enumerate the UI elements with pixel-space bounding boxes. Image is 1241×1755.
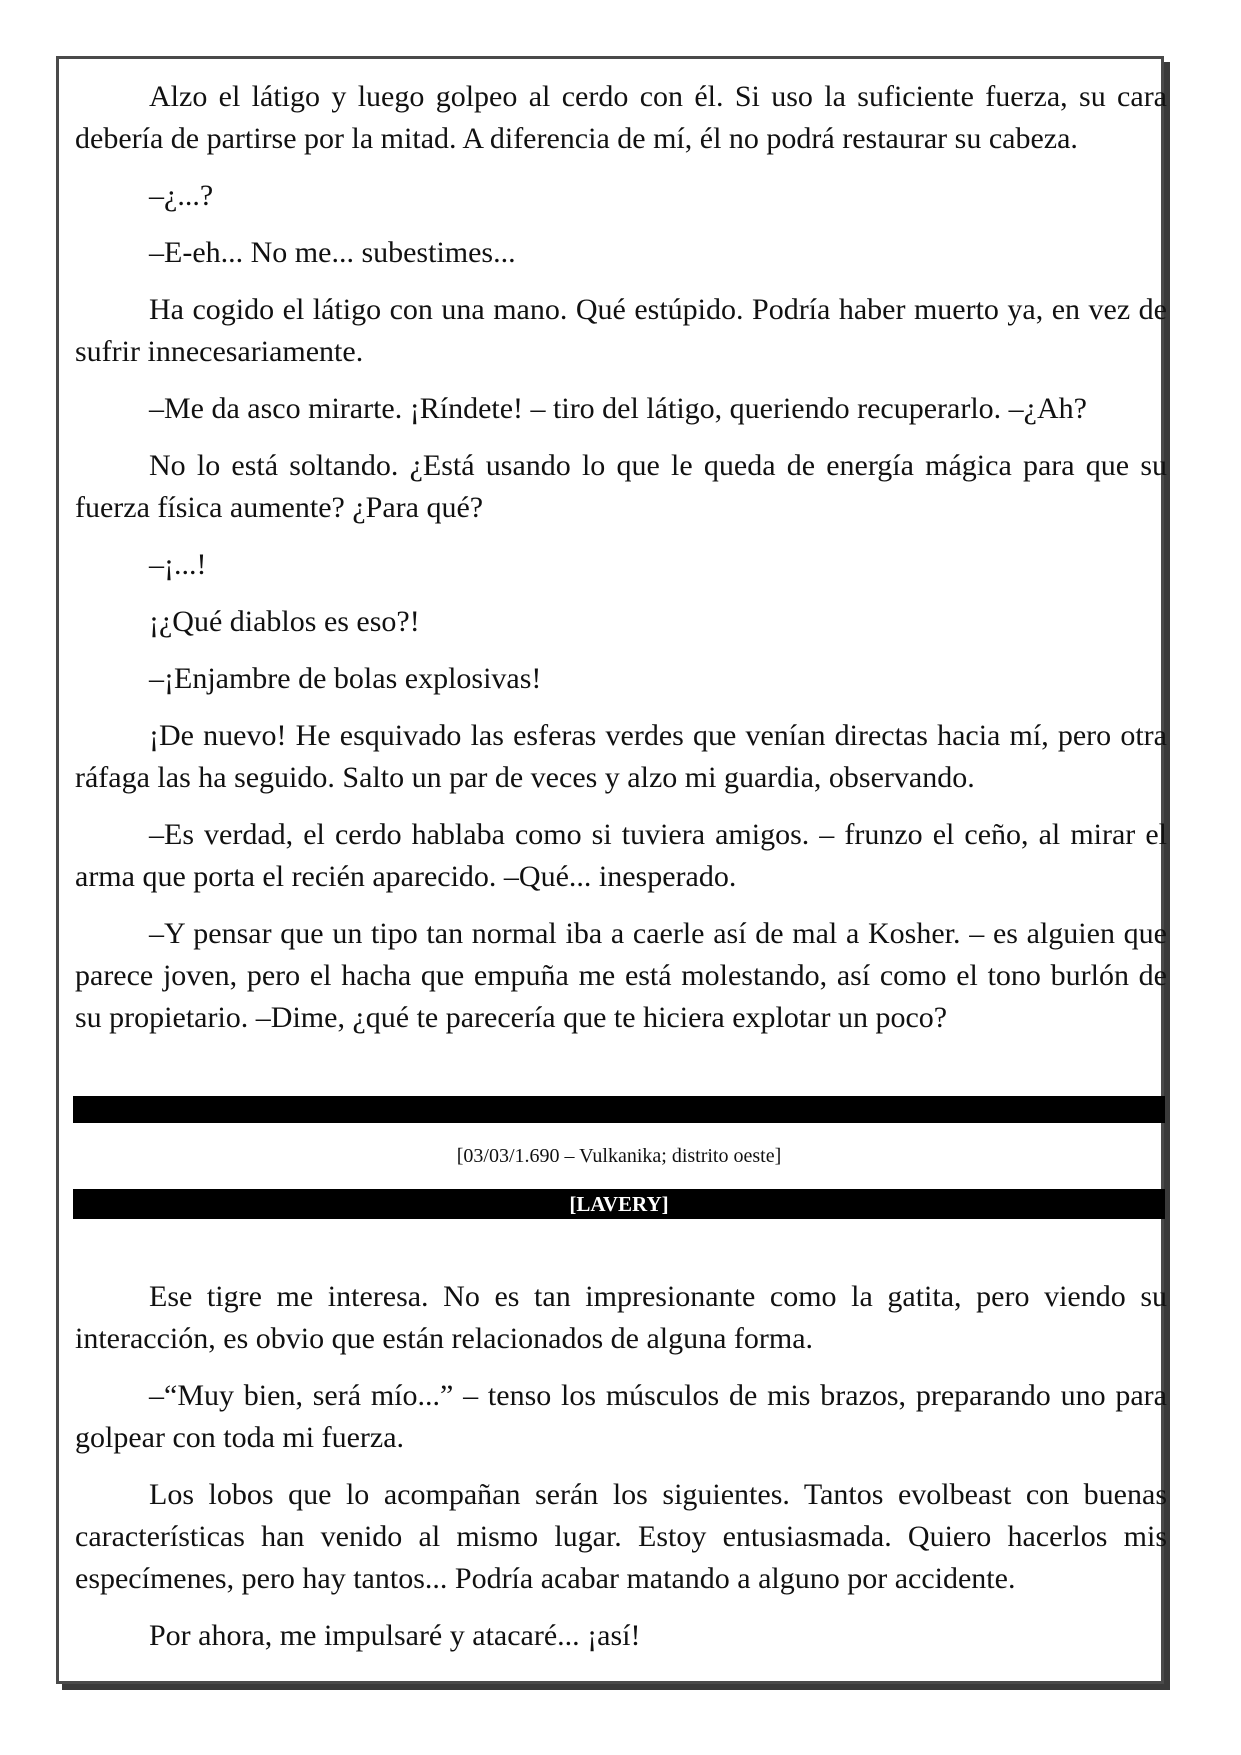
paragraph: –¿...? <box>149 179 214 212</box>
paragraph: –E-eh... No me... subestimes... <box>149 236 516 269</box>
paragraph: –Y pensar que un tipo tan normal iba a caerle así de mal a Kosher. – es alguien que parece joven, pero el hacha que empuña me está molestando, así como el tono burlón de su propietario. –Dime, ¿qué te parecería que te hiciera explotar un poco? <box>75 917 1167 1034</box>
date-location-line: [03/03/1.690 – Vulkanika; distrito oeste] <box>456 1145 782 1167</box>
paragraph: Por ahora, me impulsaré y atacaré... ¡así! <box>149 1619 641 1652</box>
paragraph: –Es verdad, el cerdo hablaba como si tuviera amigos. – frunzo el ceño, al mirar el arma que porta el recién aparecido. –Qué... inesperado. <box>75 818 1167 893</box>
paragraph: –¡...! <box>149 548 207 581</box>
paragraph: –¡Enjambre de bolas explosivas! <box>149 662 542 695</box>
paragraph: Ese tigre me interesa. No es tan impresionante como la gatita, pero viendo su interacción, es obvio que están relacionados de alguna forma. <box>75 1280 1167 1355</box>
paragraph: Ha cogido el látigo con una mano. Qué estúpido. Podría haber muerto ya, en vez de sufrir innecesariamente. <box>75 293 1167 368</box>
section-2-text <box>75 1276 1167 1672</box>
pov-header: [LAVERY] <box>73 1189 1165 1219</box>
paragraph: Alzo el látigo y luego golpeo al cerdo con él. Si uso la suficiente fuerza, su cara debería de partirse por la mitad. A diferencia de mí, él no podrá restaurar su cabeza. <box>75 80 1167 155</box>
paragraph: Los lobos que lo acompañan serán los siguientes. Tantos evolbeast con buenas características han venido al mismo lugar. Estoy entusiasmada. Quiero hacerlos mis especímenes, pero hay tantos... Podría acabar matando a alguno por accidente. <box>75 1478 1167 1595</box>
paragraph: –Me da asco mirarte. ¡Ríndete! – tiro del látigo, queriendo recuperarlo. –¿Ah? <box>149 392 1087 425</box>
paragraph: –“Muy bien, será mío...” – tenso los músculos de mis brazos, preparando uno para golpear con toda mi fuerza. <box>75 1379 1167 1454</box>
section-1-text <box>75 76 1167 1054</box>
paragraph: ¡De nuevo! He esquivado las esferas verdes que venían directas hacia mí, pero otra ráfaga las ha seguido. Salto un par de veces y alzo mi guardia, observando. <box>75 719 1167 794</box>
paragraph: No lo está soltando. ¿Está usando lo que le queda de energía mágica para que su fuerza física aumente? ¿Para qué? <box>75 449 1167 524</box>
scene-break-bar <box>73 1096 1165 1123</box>
paragraph: ¡¿Qué diablos es eso?! <box>149 605 420 638</box>
